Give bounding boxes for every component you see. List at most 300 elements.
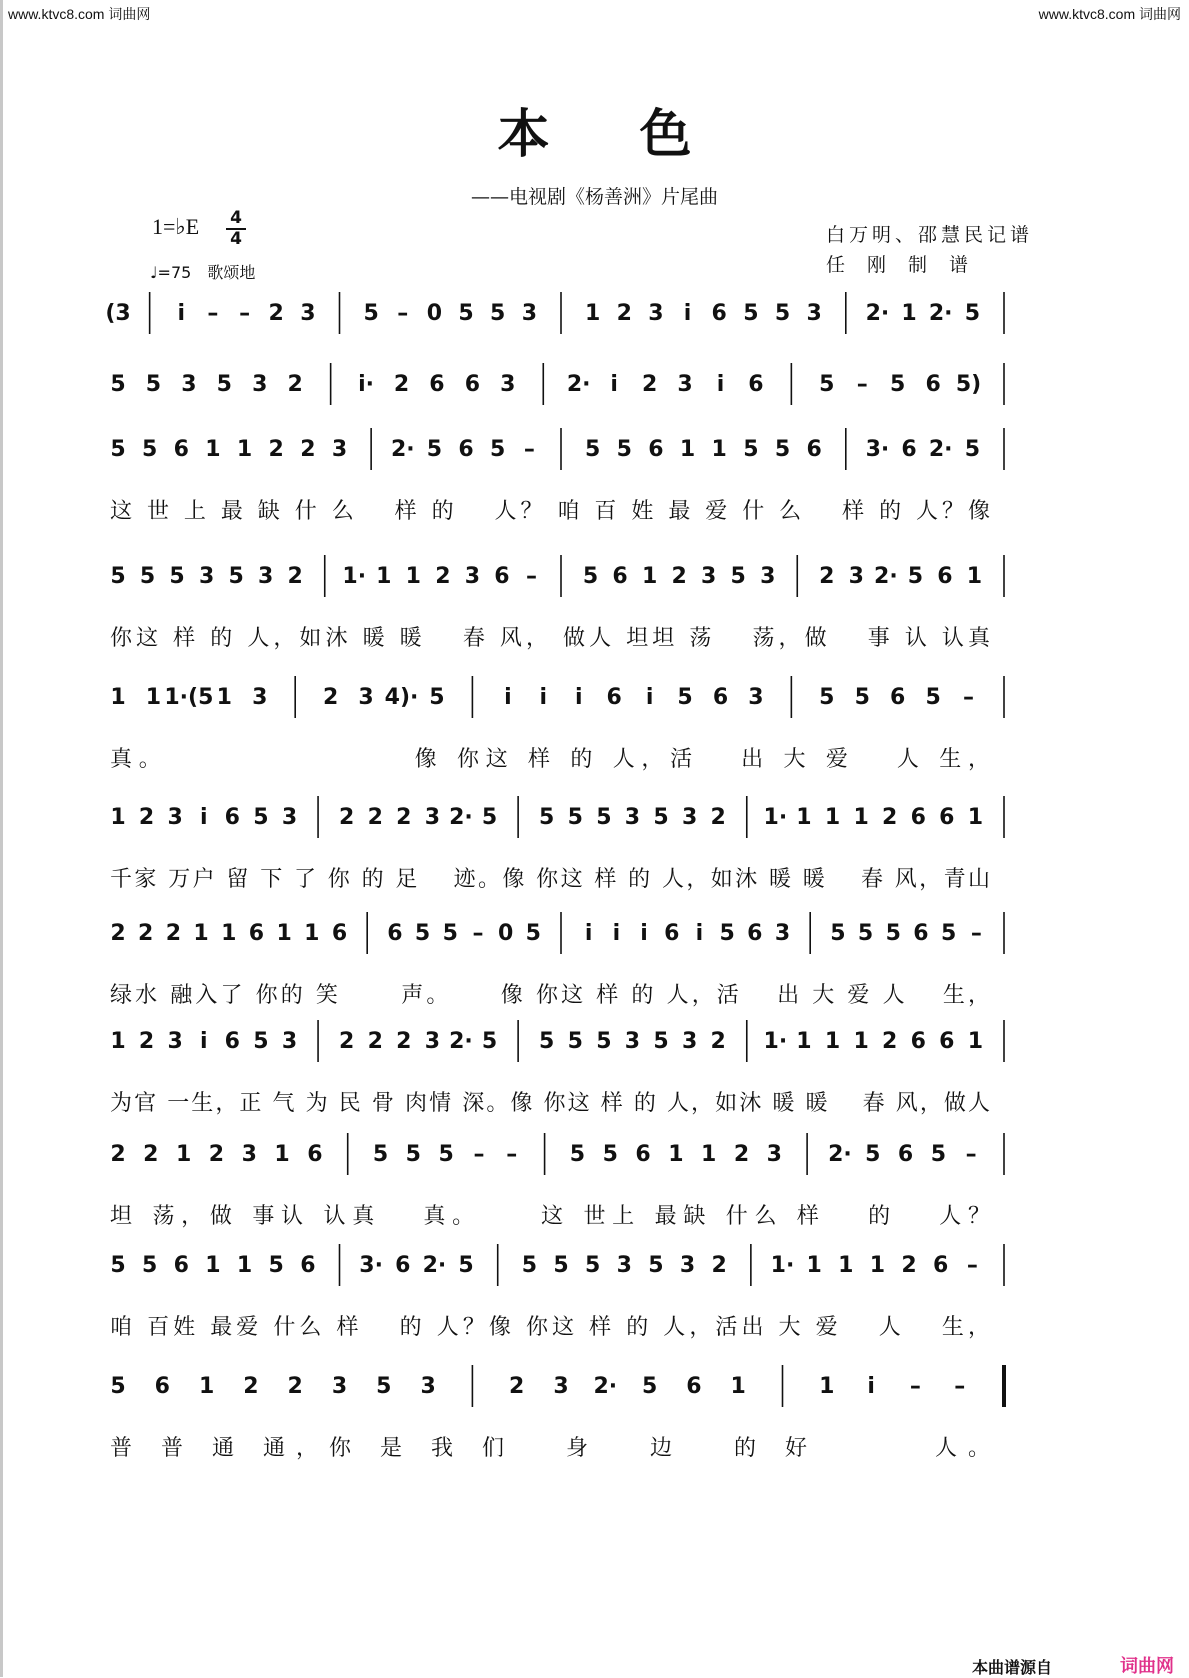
note: 5 bbox=[930, 1142, 947, 1167]
score-row bbox=[110, 363, 1004, 405]
note: 2 bbox=[393, 372, 410, 397]
score-row bbox=[110, 428, 1004, 524]
note: 5 bbox=[857, 921, 874, 946]
note: – bbox=[963, 685, 975, 710]
note: i bbox=[612, 921, 621, 946]
note: 2 bbox=[338, 805, 355, 830]
note: 5 bbox=[582, 564, 599, 589]
note: 6 bbox=[331, 921, 348, 946]
note: 3 bbox=[241, 1142, 257, 1167]
note: 3 bbox=[760, 564, 776, 589]
note: 2 bbox=[138, 921, 154, 946]
note: 3 bbox=[358, 685, 374, 710]
note: 1 bbox=[175, 1142, 192, 1167]
note: 3 bbox=[624, 1029, 641, 1054]
note: i bbox=[584, 921, 593, 946]
note: 5 bbox=[141, 437, 158, 462]
note: 5 bbox=[885, 921, 901, 946]
note: 5 bbox=[553, 1253, 569, 1278]
note: 6 bbox=[612, 564, 628, 589]
note: 1 bbox=[236, 437, 253, 462]
note: 5 bbox=[442, 921, 458, 946]
note: 6 bbox=[154, 1374, 170, 1399]
note: 5 bbox=[653, 1029, 669, 1054]
note: 3 bbox=[679, 1253, 696, 1278]
note: – bbox=[473, 1142, 485, 1167]
note: 2 bbox=[882, 805, 898, 830]
note: 5 bbox=[964, 437, 981, 462]
time-signature-bottom: 4 bbox=[230, 229, 242, 249]
note: 5 bbox=[110, 1253, 126, 1278]
note: 5 bbox=[253, 1029, 269, 1054]
note: 1 bbox=[679, 437, 696, 462]
note: 1 bbox=[901, 301, 917, 326]
note: 5 bbox=[458, 301, 474, 326]
note: i bbox=[199, 1029, 208, 1054]
note: 5 bbox=[141, 1253, 158, 1278]
note: 5 bbox=[743, 437, 759, 462]
note: 1 bbox=[711, 437, 727, 462]
note: 3 bbox=[677, 372, 693, 397]
note: 2 bbox=[396, 805, 412, 830]
note: 6 bbox=[939, 1029, 955, 1054]
note: 2· bbox=[422, 1253, 447, 1278]
note: 3 bbox=[701, 564, 717, 589]
note: 2 bbox=[435, 564, 451, 589]
note: – bbox=[909, 1374, 921, 1399]
note: 2 bbox=[208, 1142, 225, 1167]
note: 2 bbox=[322, 685, 339, 710]
key-signature: 1=♭E bbox=[152, 214, 200, 239]
note: 3· bbox=[359, 1253, 383, 1278]
note: 1 bbox=[641, 564, 658, 589]
note: 1 bbox=[110, 685, 126, 710]
note: 3 bbox=[331, 437, 348, 462]
note: 3 bbox=[616, 1253, 632, 1278]
note: 3 bbox=[167, 1029, 183, 1054]
note: 2 bbox=[338, 1029, 355, 1054]
note: i bbox=[504, 685, 512, 710]
note: i bbox=[716, 372, 725, 397]
note: 1 bbox=[967, 1029, 984, 1054]
note: 3 bbox=[258, 564, 274, 589]
note: 1 bbox=[967, 805, 984, 830]
note: 5 bbox=[216, 372, 232, 397]
note: 5 bbox=[653, 805, 669, 830]
note: 1 bbox=[216, 685, 232, 710]
note: 5 bbox=[414, 921, 431, 946]
note: i bbox=[610, 372, 618, 397]
lyric-line: 坦 荡，做 事认 认真 真。 这 世上 最缺 什么 样 的 人？ bbox=[110, 1204, 990, 1229]
tempo-marking: ♩=75 歌颂地 bbox=[150, 263, 256, 282]
note: 1 bbox=[405, 564, 421, 589]
note: 3 bbox=[774, 921, 791, 946]
note: 1 bbox=[838, 1253, 854, 1278]
note: 6 bbox=[300, 1253, 316, 1278]
note: 2 bbox=[143, 1142, 159, 1167]
note: 1 bbox=[806, 1253, 822, 1278]
note: 5 bbox=[490, 301, 506, 326]
note: 3 bbox=[500, 372, 516, 397]
note: 1· bbox=[763, 805, 788, 830]
note: 5 bbox=[940, 921, 957, 946]
note: 3 bbox=[424, 1029, 441, 1054]
note: i bbox=[683, 301, 692, 326]
note: 2 bbox=[509, 1374, 525, 1399]
note: 5 bbox=[819, 685, 835, 710]
note: 5 bbox=[743, 301, 759, 326]
note: 1 bbox=[668, 1142, 684, 1167]
score-row bbox=[110, 912, 1004, 1008]
note: 6 bbox=[910, 1029, 926, 1054]
note: 2 bbox=[616, 301, 632, 326]
footer-logo[interactable]: 词曲网 bbox=[1120, 1656, 1174, 1676]
note: 6 bbox=[664, 921, 680, 946]
score-row bbox=[110, 676, 1004, 772]
note: 3 bbox=[424, 805, 441, 830]
note: 6 bbox=[937, 564, 953, 589]
note: 3 bbox=[252, 372, 268, 397]
note: 2 bbox=[733, 1142, 750, 1167]
note: 2 bbox=[641, 372, 658, 397]
note: 5 bbox=[774, 437, 791, 462]
lyric-line: 咱 百姓 最爱 什么 样 的 人？像 你这 样 的 人，活出 大 爱 人 生， bbox=[110, 1315, 991, 1340]
note: 6 bbox=[606, 685, 622, 710]
note: 1 bbox=[796, 1029, 812, 1054]
note: 6 bbox=[939, 805, 955, 830]
note: i bbox=[574, 685, 583, 710]
note: 2 bbox=[287, 372, 303, 397]
note: 1 bbox=[819, 1374, 835, 1399]
note: 6 bbox=[901, 437, 917, 462]
note: 5 bbox=[490, 437, 506, 462]
note: 2 bbox=[110, 1142, 126, 1167]
note: 6 bbox=[712, 685, 729, 710]
note: 5 bbox=[830, 921, 846, 946]
note: 3 bbox=[420, 1374, 436, 1399]
note: 5 bbox=[363, 301, 379, 326]
note: 5 bbox=[641, 1374, 658, 1399]
note: 2· bbox=[449, 1029, 473, 1054]
note: – bbox=[954, 1374, 966, 1399]
note: 6 bbox=[173, 1253, 189, 1278]
note: 3 bbox=[806, 301, 822, 326]
note: i bbox=[695, 921, 704, 946]
note: 5 bbox=[730, 564, 746, 589]
note: i bbox=[539, 685, 548, 710]
note: 3 bbox=[281, 805, 298, 830]
note: 6 bbox=[897, 1142, 914, 1167]
note: 5 bbox=[110, 437, 126, 462]
note: 2 bbox=[710, 805, 726, 830]
note: 5 bbox=[139, 564, 156, 589]
note: 2 bbox=[110, 921, 126, 946]
note: 1 bbox=[853, 1029, 869, 1054]
note: 3 bbox=[464, 564, 481, 589]
note: i bbox=[199, 805, 208, 830]
note: 1 bbox=[276, 921, 292, 946]
note: 5 bbox=[376, 1374, 392, 1399]
note: 3 bbox=[848, 564, 864, 589]
score-row bbox=[105, 292, 1004, 334]
note: 6 bbox=[933, 1253, 949, 1278]
note: 6 bbox=[395, 1253, 411, 1278]
note: 2 bbox=[268, 301, 284, 326]
note: 1 bbox=[376, 564, 392, 589]
note: 5 bbox=[481, 1029, 498, 1054]
score-row bbox=[110, 1133, 1004, 1229]
note: 5 bbox=[438, 1142, 454, 1167]
note: 3 bbox=[331, 1374, 348, 1399]
note: – bbox=[239, 301, 251, 326]
note: 1 bbox=[869, 1253, 886, 1278]
note: 3 bbox=[624, 805, 641, 830]
note: 6 bbox=[429, 372, 445, 397]
note: 5 bbox=[890, 372, 906, 397]
note: 5 bbox=[481, 805, 498, 830]
note: 2· bbox=[874, 564, 898, 589]
note: 3· bbox=[865, 437, 890, 462]
score-row bbox=[110, 796, 1004, 892]
score-row bbox=[110, 1020, 1004, 1116]
note: 1 bbox=[205, 437, 221, 462]
note: 6 bbox=[913, 921, 929, 946]
note: 5 bbox=[964, 301, 981, 326]
note: 5 bbox=[567, 805, 583, 830]
note: 5 bbox=[372, 1142, 389, 1167]
note: 3 bbox=[648, 301, 664, 326]
note: 2 bbox=[882, 1029, 898, 1054]
note: 3 bbox=[167, 805, 183, 830]
note: – bbox=[970, 921, 982, 946]
note: 2 bbox=[367, 805, 383, 830]
note: 2 bbox=[243, 1374, 259, 1399]
note: 3 bbox=[252, 685, 268, 710]
note: 1 bbox=[824, 805, 841, 830]
lyric-line: 这 世 上 最 缺 什 么 样 的 人？ 咱 百 姓 最 爱 什 么 样 的 人？像 bbox=[110, 499, 990, 524]
note: 6 bbox=[806, 437, 822, 462]
note: 5 bbox=[819, 372, 835, 397]
song-subtitle: ——电视剧《杨善洲》片尾曲 bbox=[470, 186, 718, 208]
note: 1 bbox=[730, 1374, 746, 1399]
note: 6 bbox=[387, 921, 403, 946]
note: 6 bbox=[248, 921, 265, 946]
note: 2 bbox=[901, 1253, 917, 1278]
credit-transcribers: 白万明、邵慧民记谱 bbox=[826, 224, 1034, 246]
note: 5 bbox=[539, 1029, 555, 1054]
note: 6 bbox=[173, 437, 189, 462]
credit-engraver: 任刚制谱 bbox=[826, 254, 991, 276]
note: i· bbox=[358, 372, 375, 397]
note: 5 bbox=[429, 685, 445, 710]
note: 2· bbox=[593, 1374, 618, 1399]
note: 6 bbox=[464, 372, 481, 397]
song-title: 本色 bbox=[497, 104, 782, 165]
note: 5 bbox=[253, 805, 269, 830]
note: 5 bbox=[525, 921, 541, 946]
note: 6 bbox=[686, 1374, 702, 1399]
note: 2 bbox=[138, 1029, 155, 1054]
note: 6 bbox=[747, 921, 763, 946]
note: 6 bbox=[224, 1029, 240, 1054]
note: 2· bbox=[928, 437, 953, 462]
note: 5 bbox=[521, 1253, 538, 1278]
note: 1 bbox=[966, 564, 983, 589]
note: 2 bbox=[367, 1029, 383, 1054]
lyric-line: 为官 一生，正 气 为 民 骨 肉情 深。像 你这 样 的 人，如沐 暖 暖 春 风，做人 bbox=[110, 1091, 990, 1116]
note: 2· bbox=[865, 301, 890, 326]
note: 1 bbox=[796, 805, 812, 830]
note: – bbox=[506, 1142, 518, 1167]
note: 4)· bbox=[384, 685, 419, 710]
note: 6 bbox=[307, 1142, 323, 1167]
note: 3 bbox=[553, 1374, 569, 1399]
note: – bbox=[856, 372, 868, 397]
note: 6 bbox=[890, 685, 906, 710]
note: 3 bbox=[300, 301, 316, 326]
note: 3 bbox=[198, 564, 215, 589]
score-row bbox=[110, 1244, 1004, 1340]
note: 6 bbox=[635, 1142, 651, 1167]
note: 2 bbox=[710, 1029, 726, 1054]
note: – bbox=[397, 301, 409, 326]
note: 5 bbox=[584, 1253, 601, 1278]
site-watermark-right[interactable]: www.ktvc8.com 词曲网 bbox=[1038, 6, 1181, 22]
note: 3 bbox=[281, 1029, 298, 1054]
note: 6 bbox=[458, 437, 474, 462]
note: 1·(5 bbox=[164, 685, 214, 710]
note: i bbox=[645, 685, 654, 710]
note: 1 bbox=[205, 1253, 221, 1278]
note: 1 bbox=[145, 685, 162, 710]
note: 6 bbox=[224, 805, 240, 830]
note: 3 bbox=[766, 1142, 782, 1167]
note: 2 bbox=[165, 921, 182, 946]
note: 1 bbox=[221, 921, 237, 946]
note: 2 bbox=[300, 437, 316, 462]
note: 5 bbox=[596, 805, 612, 830]
note: 3 bbox=[748, 685, 764, 710]
note: 6 bbox=[910, 805, 926, 830]
note: (3 bbox=[105, 301, 131, 326]
note: 1· bbox=[770, 1253, 795, 1278]
note: 1· bbox=[763, 1029, 788, 1054]
note: 5 bbox=[228, 564, 244, 589]
note: 5 bbox=[596, 1029, 612, 1054]
note: 1 bbox=[304, 921, 320, 946]
note: 5 bbox=[648, 1253, 664, 1278]
note: 5 bbox=[907, 564, 924, 589]
note: 5 bbox=[405, 1142, 421, 1167]
note: 5 bbox=[602, 1142, 618, 1167]
note: 2 bbox=[396, 1029, 412, 1054]
note: 5 bbox=[854, 685, 870, 710]
note: – bbox=[966, 1253, 978, 1278]
note: 2 bbox=[819, 564, 835, 589]
note: – bbox=[965, 1142, 977, 1167]
note: 1 bbox=[236, 1253, 253, 1278]
note: 6 bbox=[648, 437, 664, 462]
note: 2 bbox=[138, 805, 155, 830]
lyric-line: 你这 样 的 人，如沐 暖 暖 春 风， 做人 坦坦 荡 荡，做 事 认 认真 bbox=[110, 626, 991, 651]
note: 2 bbox=[711, 1253, 727, 1278]
note: 5 bbox=[458, 1253, 474, 1278]
note: 1 bbox=[193, 921, 209, 946]
note: 5 bbox=[616, 437, 632, 462]
note: 1 bbox=[853, 805, 869, 830]
note: 5 bbox=[677, 685, 693, 710]
note: – bbox=[472, 921, 484, 946]
note: 5 bbox=[426, 437, 443, 462]
note: – bbox=[207, 301, 219, 326]
note: 6 bbox=[925, 372, 941, 397]
note: 5 bbox=[569, 1142, 586, 1167]
note: 1 bbox=[701, 1142, 717, 1167]
note: 5 bbox=[110, 564, 126, 589]
note: 5 bbox=[110, 1374, 126, 1399]
note: 2· bbox=[928, 301, 953, 326]
note: – bbox=[523, 437, 535, 462]
note: 2· bbox=[828, 1142, 852, 1167]
note: 5 bbox=[145, 372, 162, 397]
note: 3 bbox=[521, 301, 538, 326]
note: 5 bbox=[774, 301, 791, 326]
note: 2 bbox=[268, 437, 284, 462]
note: 5) bbox=[955, 372, 982, 397]
note: i bbox=[177, 301, 186, 326]
note: 6 bbox=[748, 372, 764, 397]
note: – bbox=[525, 564, 537, 589]
footer-source-note: 本曲谱源自 bbox=[972, 1658, 1053, 1677]
score-row bbox=[110, 1365, 1004, 1461]
note: 3 bbox=[181, 372, 197, 397]
note: 2 bbox=[671, 564, 687, 589]
note: 2 bbox=[287, 564, 303, 589]
lyric-line: 普 普 通 通，你 是 我 们 身 边 的 好 人。 bbox=[110, 1436, 990, 1461]
note: 3 bbox=[681, 1029, 698, 1054]
note: 5 bbox=[539, 805, 555, 830]
note: 5 bbox=[584, 437, 601, 462]
note: 0 bbox=[426, 301, 443, 326]
note: 5 bbox=[567, 1029, 583, 1054]
note: 1 bbox=[110, 805, 126, 830]
score-row bbox=[110, 555, 1004, 651]
note: 5 bbox=[110, 372, 126, 397]
note: 5 bbox=[719, 921, 735, 946]
note: 0 bbox=[497, 921, 514, 946]
note: 2· bbox=[390, 437, 415, 462]
site-watermark-left[interactable]: www.ktvc8.com 词曲网 bbox=[8, 6, 151, 22]
lyric-line: 绿水 融入了 你的 笑 声。 像 你这 样 的 人，活 出 大 爱 人 生， bbox=[110, 983, 990, 1008]
note: 1· bbox=[342, 564, 367, 589]
note: 2· bbox=[566, 372, 591, 397]
note: 1 bbox=[110, 1029, 126, 1054]
note: 5 bbox=[865, 1142, 881, 1167]
note: 3 bbox=[681, 805, 698, 830]
note: 5 bbox=[925, 685, 941, 710]
note: i bbox=[867, 1374, 875, 1399]
note: 1 bbox=[584, 301, 601, 326]
note: i bbox=[640, 921, 648, 946]
note: 1 bbox=[274, 1142, 290, 1167]
note: 5 bbox=[268, 1253, 284, 1278]
note: 1 bbox=[198, 1374, 215, 1399]
note: 2 bbox=[287, 1374, 303, 1399]
lyric-line: 真。 像 你这 样 的 人，活 出 大 爱 人 生， bbox=[110, 747, 990, 772]
note: 6 bbox=[711, 301, 727, 326]
note: 2· bbox=[449, 805, 473, 830]
note: 1 bbox=[824, 1029, 841, 1054]
